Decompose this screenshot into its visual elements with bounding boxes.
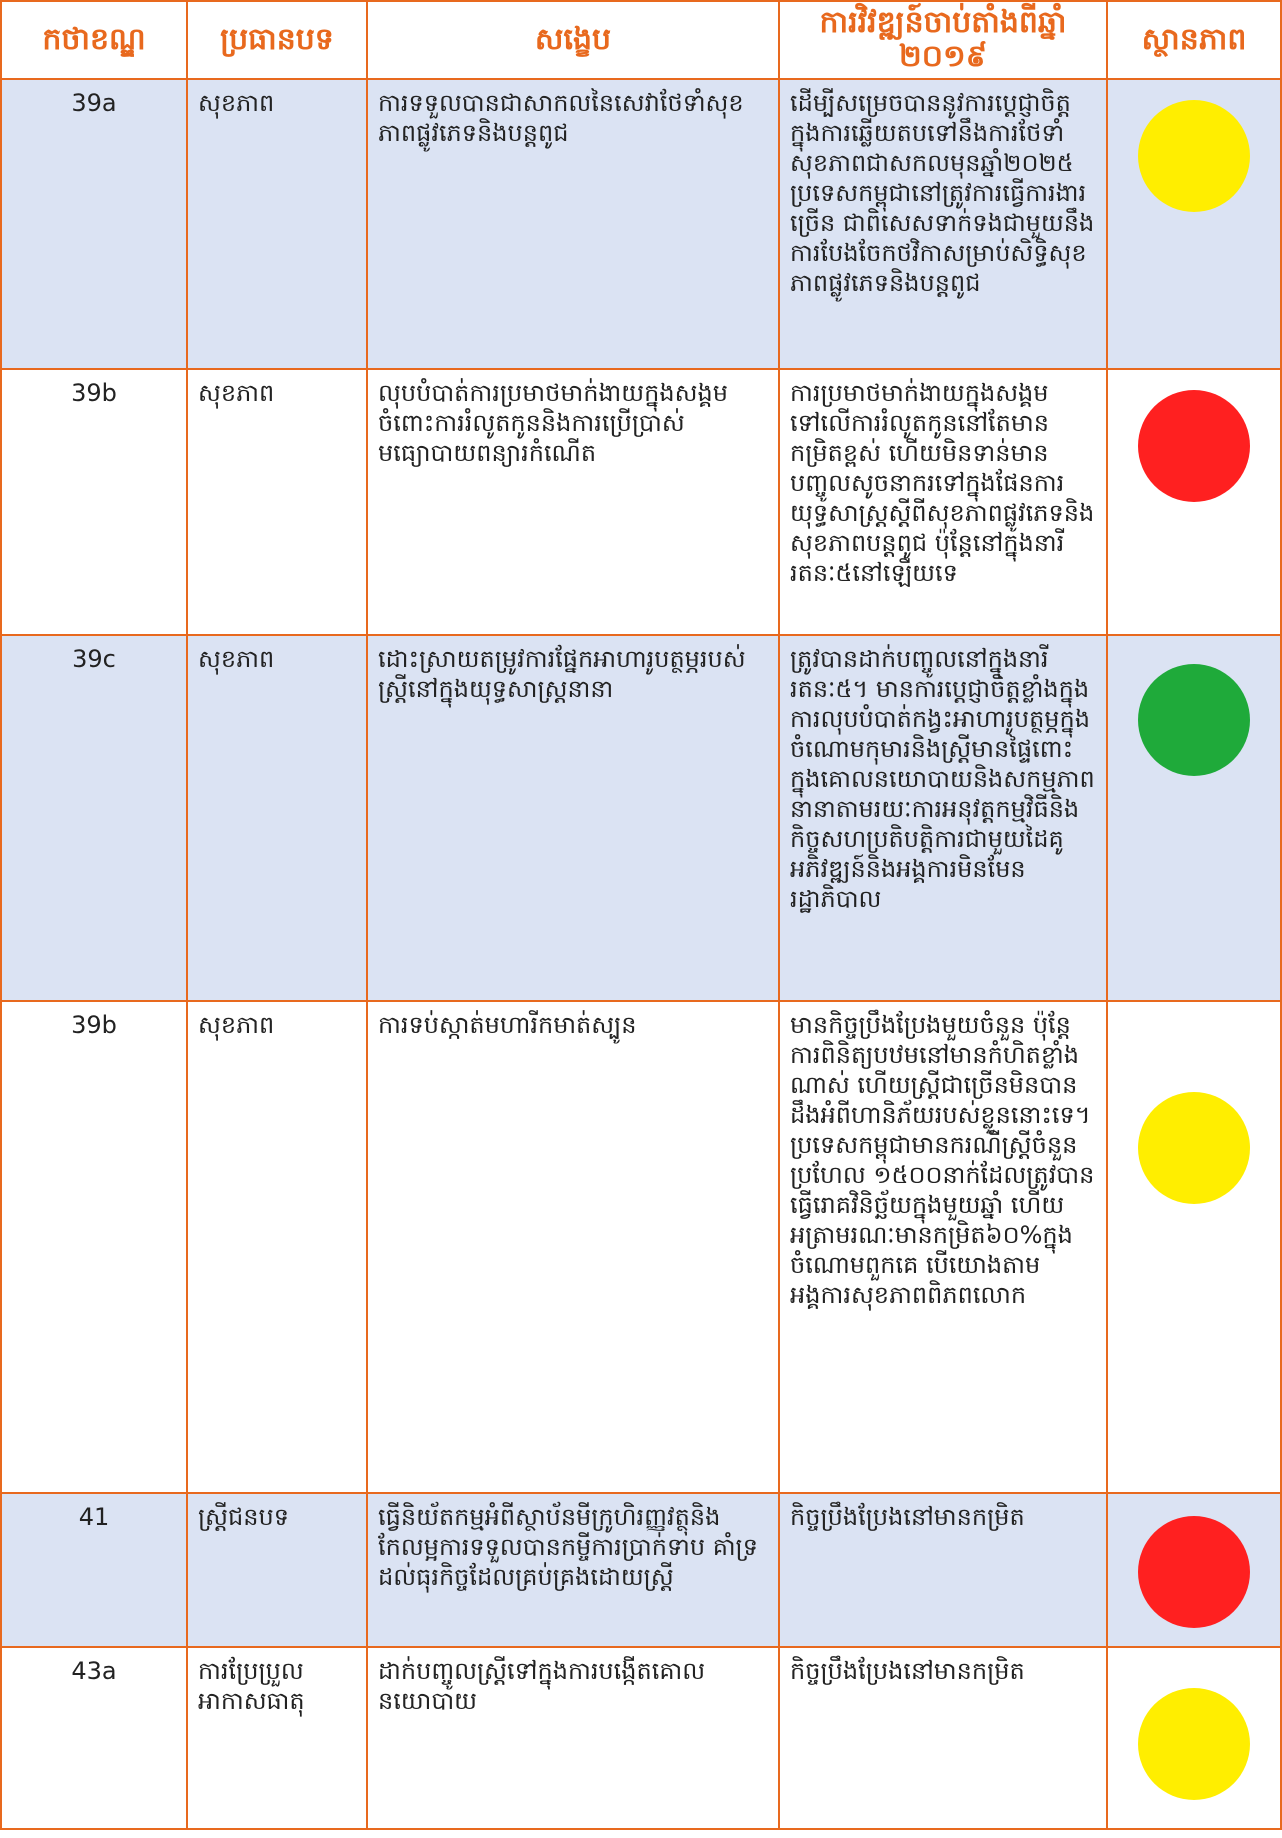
row-code: 41 xyxy=(1,1493,187,1647)
row-topic: សុខភាព xyxy=(187,1001,367,1493)
table-row xyxy=(1,79,1281,369)
row-code: 39a xyxy=(1,79,187,369)
row-status xyxy=(1107,79,1281,369)
header-row xyxy=(1,1,1281,79)
table-row xyxy=(1,1493,1281,1647)
header-status: ស្ថានភាព xyxy=(1107,1,1281,79)
row-topic: សុខភាព xyxy=(187,635,367,1001)
row-code: 39b xyxy=(1,369,187,635)
header-topic: ប្រធានបទ xyxy=(187,1,367,79)
status-indicator-red xyxy=(1138,390,1250,502)
status-indicator-yellow xyxy=(1138,1688,1250,1800)
row-status xyxy=(1107,369,1281,635)
row-progress: កិច្ចប្រឹងប្រែងនៅមានកម្រិត xyxy=(779,1493,1107,1647)
status-indicator-yellow xyxy=(1138,100,1250,212)
row-status xyxy=(1107,635,1281,1001)
status-indicator-yellow xyxy=(1138,1092,1250,1204)
row-progress: ត្រូវបានដាក់បញ្ចូលនៅក្នុងនារីរតនៈ៥។ មានការប្តេជ្ញាចិត្តខ្លាំងក្នុងការលុបបំបាត់កង្វះអាហារូបត្ថម្ភក្នុងចំណោមកុមារនិងស្ត្រីមានផ្ទៃពោះក្នុងគោលនយោបាយនិងសកម្មភាពនានាតាមរយៈការអនុវត្តកម្មវិធីនិងកិច្ចសហប្រតិបត្តិការជាមួយដៃគូអភិវឌ្ឍន៍និងអង្គការមិនមែនរដ្ឋាភិបាល xyxy=(779,635,1107,1001)
row-summary: លុបបំបាត់ការប្រមាថមាក់ងាយក្នុងសង្គមចំពោះការរំលូតកូននិងការប្រើប្រាស់មធ្យោបាយពន្យារកំណើត xyxy=(367,369,779,635)
row-progress: ការប្រមាថមាក់ងាយក្នុងសង្គមទៅលើការរំលូតកូននៅតែមានកម្រិតខ្ពស់ ហើយមិនទាន់មានបញ្ចូលសូចនាករទៅក្នុងផែនការយុទ្ធសាស្រ្តស្តីពីសុខភាពផ្លូវភេទនិងសុខភាពបន្តពូជ ប៉ុន្តែនៅក្នុងនារីរតនៈ៥នៅឡើយទេ xyxy=(779,369,1107,635)
row-status xyxy=(1107,1493,1281,1647)
row-status xyxy=(1107,1001,1281,1493)
status-indicator-green xyxy=(1138,664,1250,776)
table-row xyxy=(1,369,1281,635)
row-topic: ការប្រែប្រួលអាកាសធាតុ xyxy=(187,1647,367,1829)
row-summary: ដោះស្រាយតម្រូវការផ្នែកអាហារូបត្ថម្ភរបស់ស្ត្រីនៅក្នុងយុទ្ធសាស្រ្តនានា xyxy=(367,635,779,1001)
row-code: 43a xyxy=(1,1647,187,1829)
row-topic: ស្ត្រីជនបទ xyxy=(187,1493,367,1647)
header-code: កថាខណ្ឌ xyxy=(1,1,187,79)
row-code: 39b xyxy=(1,1001,187,1493)
row-status xyxy=(1107,1647,1281,1829)
row-summary: ដាក់បញ្ចូលស្ត្រីទៅក្នុងការបង្កើតគោលនយោបាយ xyxy=(367,1647,779,1829)
header-progress: ការវិវឌ្ឍន៍ចាប់តាំងពីឆ្នាំ ២០១៩ xyxy=(779,1,1107,79)
table-row xyxy=(1,1001,1281,1493)
row-topic: សុខភាព xyxy=(187,79,367,369)
row-progress: មានកិច្ចប្រឹងប្រែងមួយចំនួន ប៉ុន្តែការពិនិត្យបឋមនៅមានកំហិតខ្លាំងណាស់ ហើយស្ត្រីជាច្រើនមិនបានដឹងអំពីហានិភ័យរបស់ខ្លួននោះទេ។ ប្រទេសកម្ពុជាមានករណីស្ត្រីចំនួនប្រហែល ១៥០០នាក់ដែលត្រូវបានធ្វើរោគវិនិច្ឆ័យក្នុងមួយឆ្នាំ ហើយអត្រាមរណៈមានកម្រិត៦០%ក្នុងចំណោមពួកគេ បើយោងតាមអង្គការសុខភាពពិភពលោក xyxy=(779,1001,1107,1493)
row-progress: កិច្ចប្រឹងប្រែងនៅមានកម្រិត xyxy=(779,1647,1107,1829)
table-row xyxy=(1,1647,1281,1829)
table-row xyxy=(1,635,1281,1001)
row-summary: ធ្វើនិយ័តកម្មអំពីស្ថាប័នមីក្រូហិរញ្ញវត្ថុនិងកែលម្អការទទួលបានកម្ចីការប្រាក់ទាប គាំទ្រដល់ធុរកិច្ចដែលគ្រប់គ្រងដោយស្ត្រី xyxy=(367,1493,779,1647)
row-code: 39c xyxy=(1,635,187,1001)
header-summary: សង្ខេប xyxy=(367,1,779,79)
row-topic: សុខភាព xyxy=(187,369,367,635)
row-summary: ការទប់ស្កាត់មហារីកមាត់ស្បូន xyxy=(367,1001,779,1493)
row-summary: ការទទួលបានជាសាកលនៃសេវាថែទាំសុខភាពផ្លូវភេទនិងបន្តពូជ xyxy=(367,79,779,369)
row-progress: ដើម្បីសម្រេចបាននូវការប្តេជ្ញាចិត្តក្នុងការឆ្លើយតបទៅនឹងការថែទាំសុខភាពជាសកលមុនឆ្នាំ២០២៥ ប្រទេសកម្ពុជានៅត្រូវការធ្វើការងារច្រើន ជាពិសេសទាក់ទងជាមួយនឹងការបែងចែកថវិកាសម្រាប់សិទ្ធិសុខភាពផ្លូវភេទនិងបន្តពូជ xyxy=(779,79,1107,369)
status-indicator-red xyxy=(1138,1516,1250,1628)
